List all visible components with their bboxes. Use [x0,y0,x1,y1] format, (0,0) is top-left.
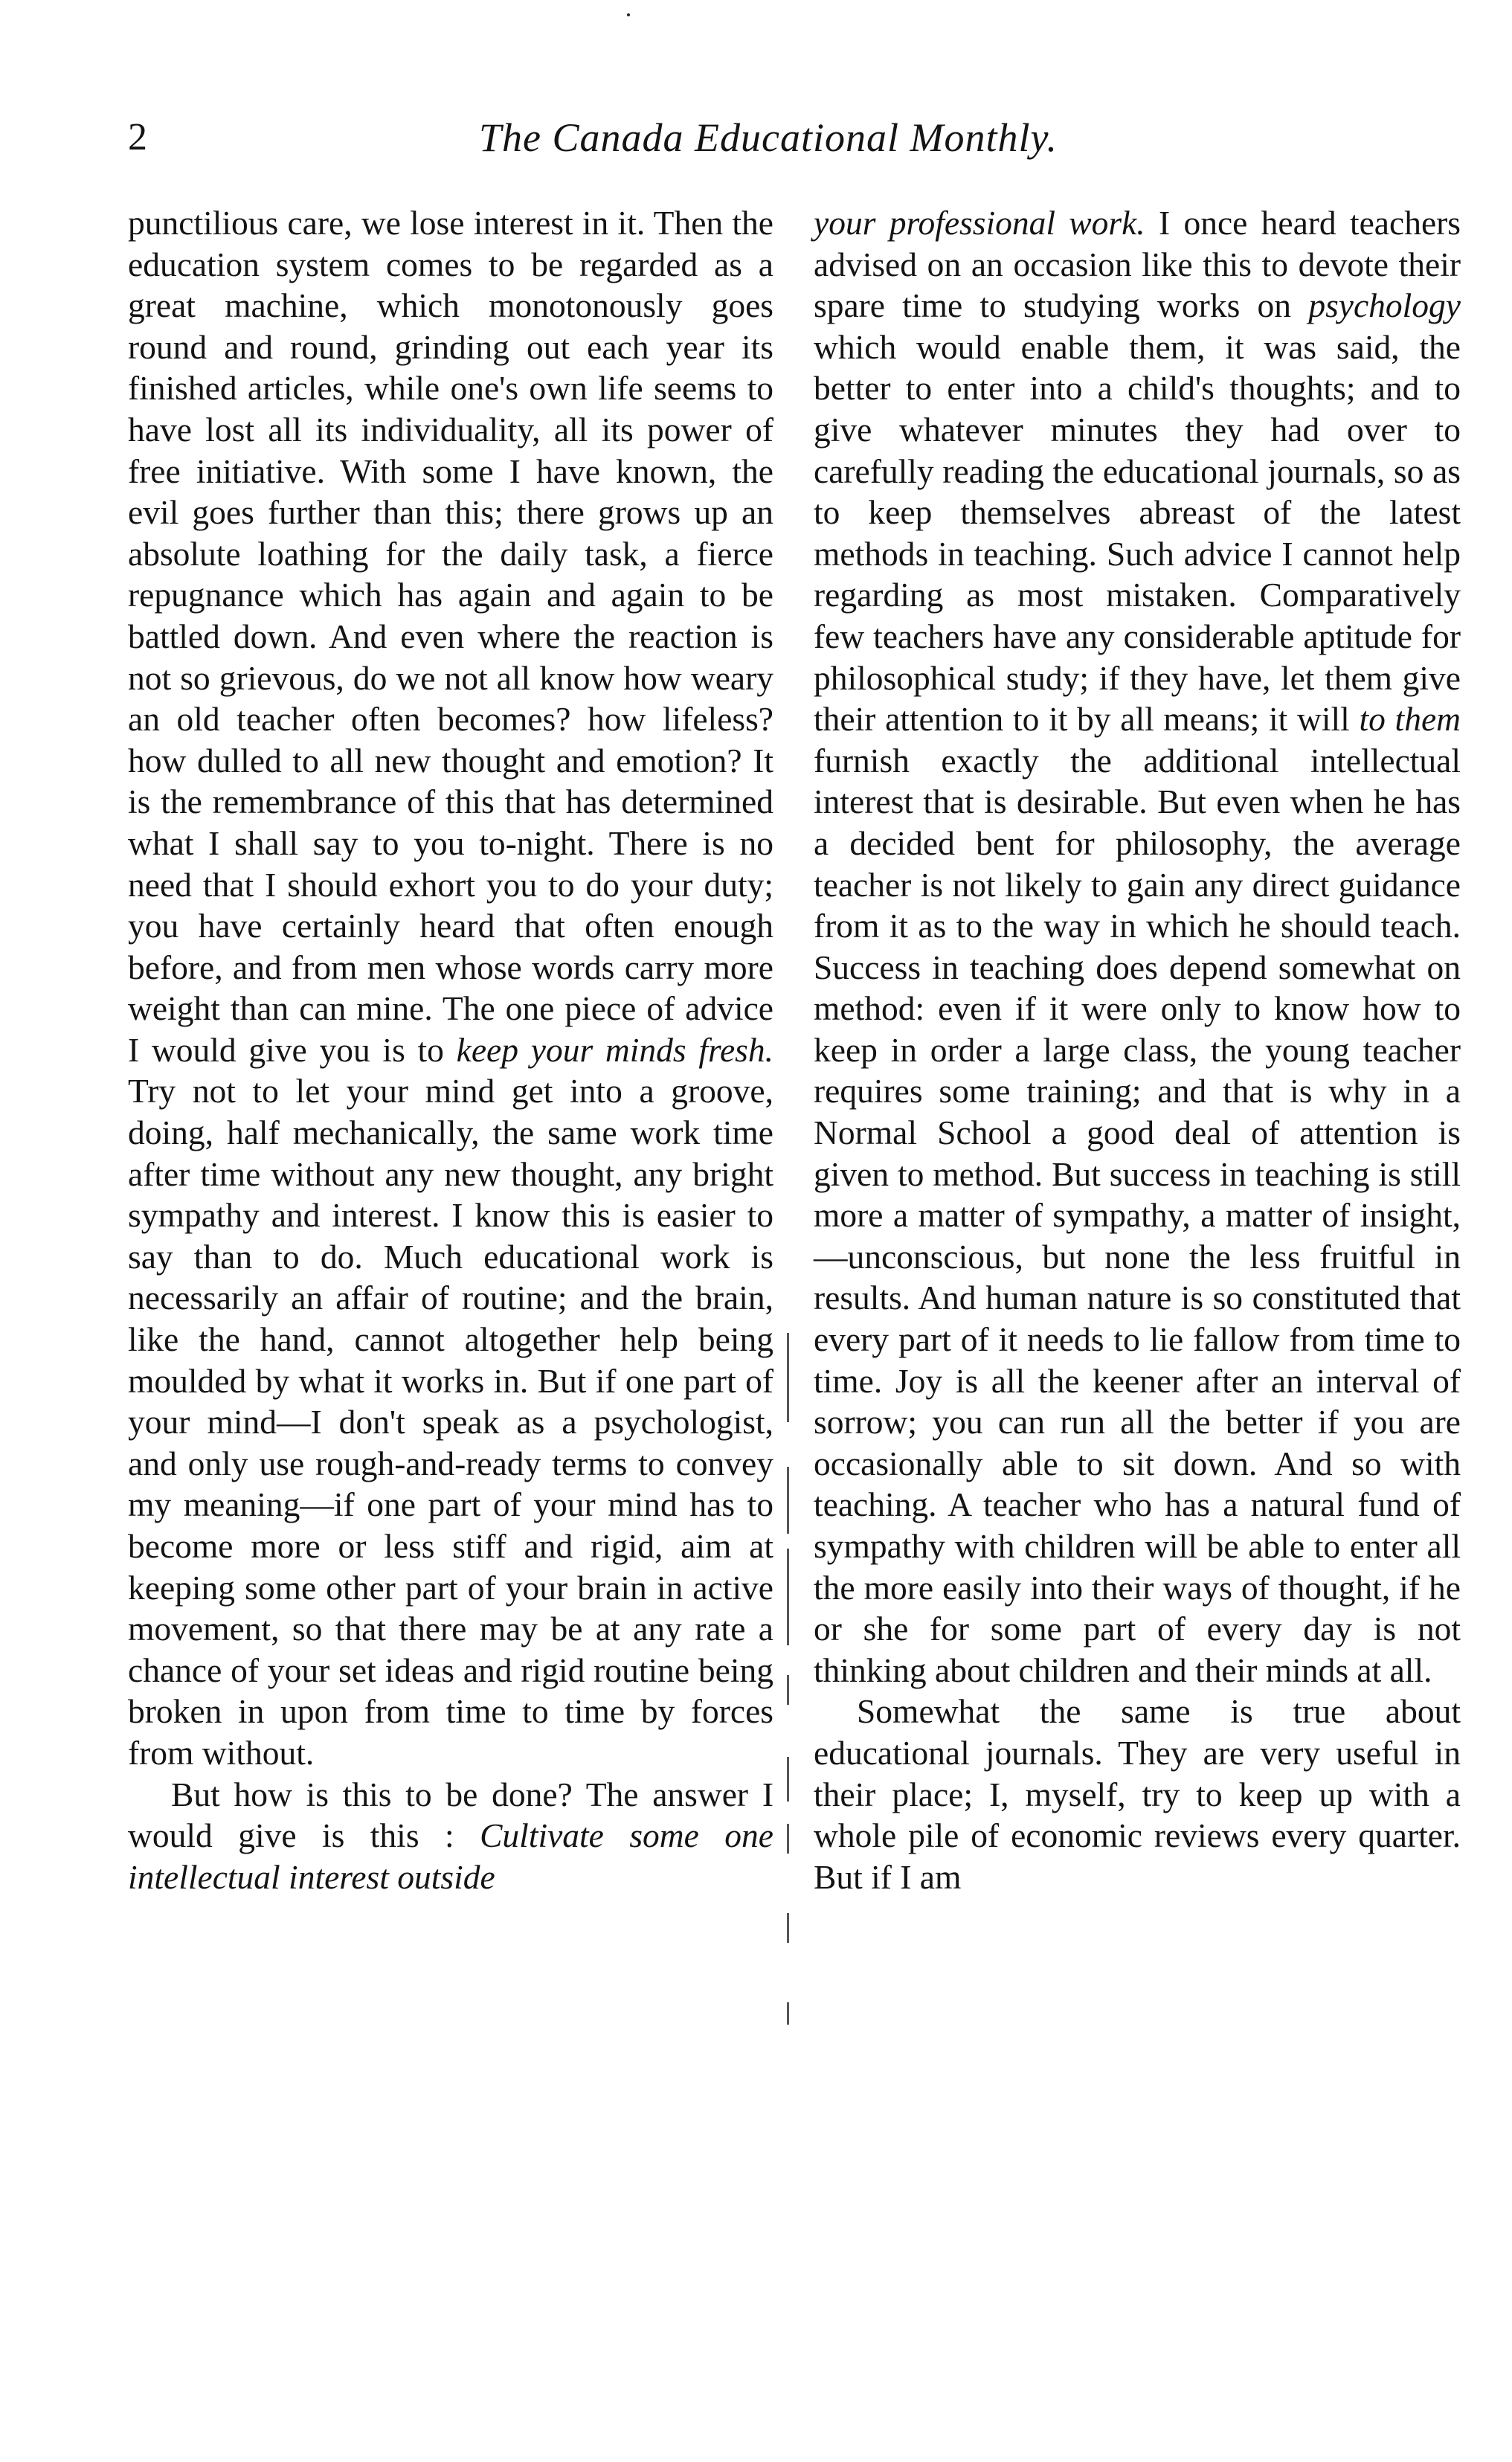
text-run: which would enable them, it was said, the better to enter into a child's thoughts; and to give whatever minutes they had over to carefully reading the educational journals, so as to keep themselves abreast of the latest methods in teaching. Such advice I cannot help regarding as most mistaken. Comparatively few teachers have any considerable aptitude for philosophical study; if they have, let them give their attention to it by all means; it will [814,327,1461,739]
emphasis-text: your professional work. [814,204,1145,242]
emphasis-text: psychology [1308,286,1461,325]
gutter-line [787,1824,789,1854]
gutter-line [787,1757,789,1801]
text-run: Try not to let your mind get into a groove, doing, half mechanically, the same work time after time without any new thought, any bright sympathy and interest. I know this is easier to say than to do. Much educational work is necessarily an affair of routine; and the brain, like the hand, cannot altogether help being moulded by what it works in. But if one part of your mind—I don't speak as a psychologist, and only use rough-and-ready terms to convey my meaning—if one part of your mind has to become more or less stiff and rigid, aim at keeping some other part of your brain in active movement, so that there may be at any rate a chance of your set ideas and rigid routine being broken in upon from time to time by forces from without. [128,1072,773,1772]
print-speck [627,13,630,16]
gutter-line [787,1333,789,1422]
page-number: 2 [128,116,147,158]
text-run: But how is this to be done? The answer I would give is this : [128,1775,773,1855]
gutter-line [787,1913,789,1943]
text-run: I once heard teachers advised on an occasion like this to devote their spare time to studying works on [814,204,1461,325]
gutter-line [787,1467,789,1534]
paragraph [814,202,1461,1691]
running-head: The Canada Educational Monthly. [479,115,1058,160]
paragraph [128,1774,773,1898]
gutter-marks [773,202,803,2419]
text-run: furnish exactly the additional intellectual interest that is desirable. But even when he has a decided bent for philosophy, the average teacher is not likely to gain any direct guidance from it as to the way in which he should teach. Success in teaching does depend somewhat on method: even if it were only to know how to keep in order a large class, the young teacher requires some training; and that is why in a Normal School a good deal of attention is given to method. But success in teaching is still more a matter of sympathy, a matter of insight,—unconscious, but none the less fruitful in results. And human nature is so constituted that every part of it needs to lie fallow from time to time. Joy is all the keener after an interval of sorrow; you can run all the better if you are occasionally able to sit down. And so with teaching. A teacher who has a natural fund of sympathy with children will be able to enter all the more easily into their ways of thought, if he or she for some part of every day is not thinking about children and their minds at all. [814,741,1461,1689]
left-column [128,202,773,1897]
emphasis-text: keep your minds fresh. [456,1030,774,1069]
gutter-line [787,2002,789,2025]
paragraph: Somewhat the same is true about educational journals. They are very useful in their place; I, myself, try to keep up with a whole pile of economic reviews every quarter. But if I am [814,1692,1461,1896]
emphasis-text: Cultivate some one intellectual interest outside [128,1816,773,1896]
text-run: punctilious care, we lose interest in it. Then the education system comes to be regarded as a great machine, which monotonously goes round and round, grinding out each year its finished articles, while one's own life seems to have lost all its individuality, all its power of free initiative. With some I have known, the evil goes further than this; there grows up an absolute loathing for the daily task, a fierce repugnance which has again and again to be battled down. And even where the reaction is not so grievous, do we not all know how weary an old teacher often becomes? how lifeless? how dulled to all new thought and emotion? It is the remembrance of this that has determined what I shall say to you to-night. There is no need that I should exhort you to do your duty; you have certainly heard that often enough before, and from men whose words carry more weight than can mine. The one piece of advice I would give you is to [128,204,773,1069]
page-header [128,112,1459,164]
right-column [814,202,1461,1897]
paragraph [128,202,773,1774]
gutter-line [787,1549,789,1645]
emphasis-text: to them [1359,700,1461,739]
gutter-line [787,1675,789,1705]
